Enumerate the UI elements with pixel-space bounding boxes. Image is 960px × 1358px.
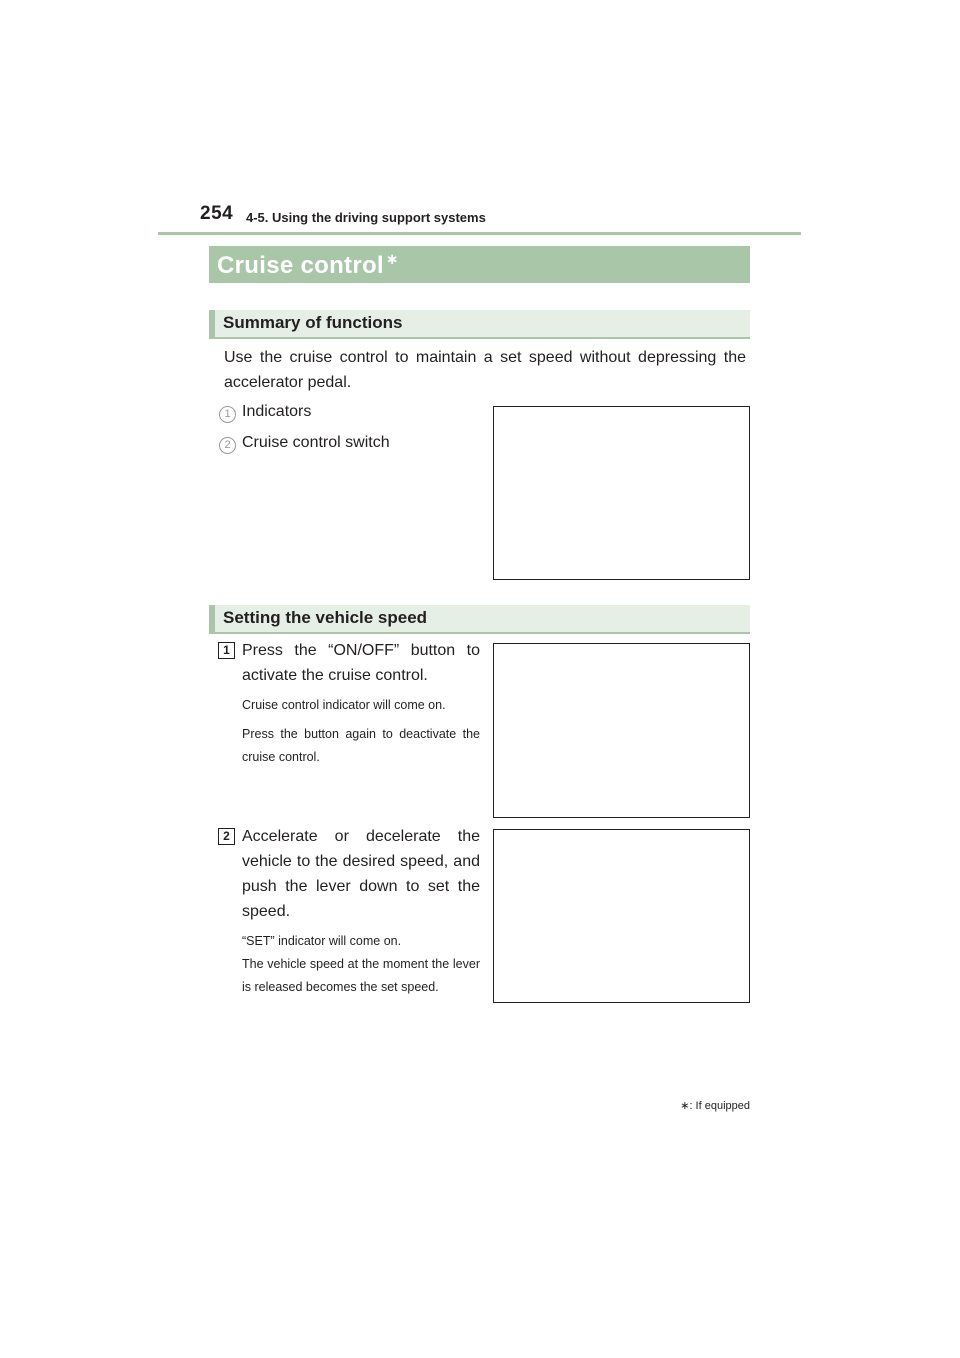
summary-heading-bar	[209, 310, 750, 339]
asterisk-icon: ∗	[680, 1100, 690, 1112]
footnote-text: : If equipped	[689, 1100, 750, 1112]
header-divider	[158, 232, 801, 235]
section-title	[217, 250, 399, 280]
asterisk-icon: ∗	[385, 251, 399, 268]
footnote	[680, 1099, 750, 1112]
step-1-text: Press the “ON/OFF” button to activate the cruise control.	[242, 642, 480, 684]
chapter-title: 4-5. Using the driving support systems	[246, 210, 486, 225]
summary-intro: Use the cruise control to maintain a set speed without depressing the accelerator pedal.	[224, 349, 746, 391]
setting-heading-bar	[209, 605, 750, 634]
set-lever-illustration	[493, 829, 750, 1003]
heading-accent	[209, 310, 215, 337]
step-1-note-2: Press the button again to deactivate the cruise control.	[242, 727, 480, 764]
summary-item-indicators: Indicators	[242, 403, 312, 420]
step-number-2: 2	[218, 828, 235, 845]
heading-accent	[209, 605, 215, 632]
indicators-illustration	[493, 406, 750, 580]
summary-heading: Summary of functions	[223, 313, 403, 332]
callout-number-2: 2	[219, 437, 236, 454]
step-2-text: Accelerate or decelerate the vehicle to the desired speed, and push the lever down to set the speed.	[242, 828, 480, 920]
step-1-note-1: Cruise control indicator will come on.	[242, 698, 446, 712]
step-2-note-2: The vehicle speed at the moment the lever is released becomes the set speed.	[242, 957, 480, 994]
callout-number-1: 1	[219, 406, 236, 423]
section-title-text: Cruise control	[217, 252, 384, 279]
on-off-button-illustration	[493, 643, 750, 818]
setting-heading: Setting the vehicle speed	[223, 608, 428, 627]
page-number: 254	[200, 203, 234, 224]
step-2-note-1: “SET” indicator will come on.	[242, 934, 402, 948]
summary-item-switch: Cruise control switch	[242, 434, 390, 451]
step-number-1: 1	[218, 642, 235, 659]
